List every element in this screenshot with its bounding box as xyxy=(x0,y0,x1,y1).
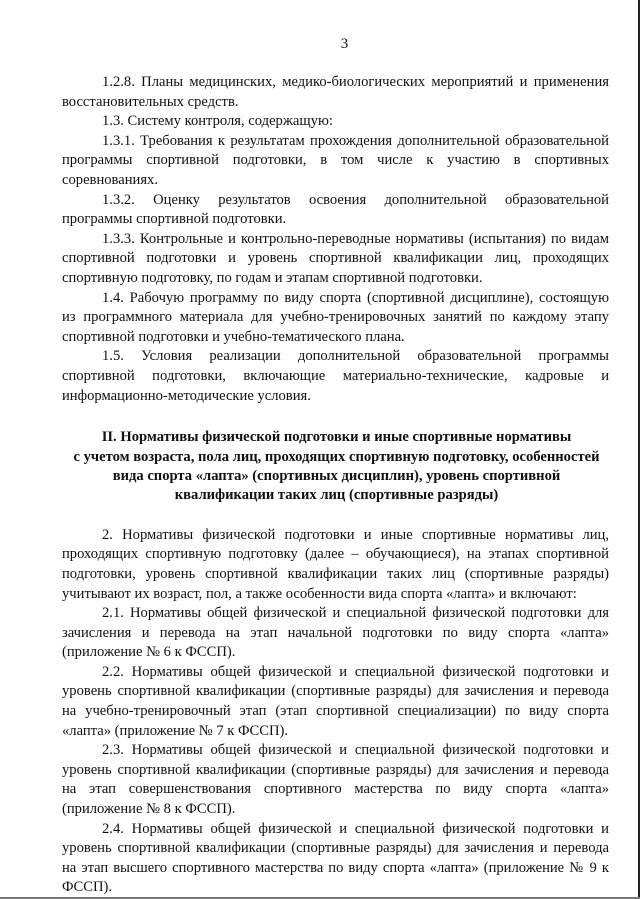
page-number: 3 xyxy=(340,36,349,52)
paragraph-1-2-8: 1.2.8. Планы медицинских, медико-биологических мероприятий и применения восстановительных средств. xyxy=(62,74,609,110)
paragraph-2-1: 2.1. Нормативы общей физической и специальной физической подготовки для зачисления и перевода на этап начальной подготовки по виду спорта «лапта» (приложение № 6 к ФССП). xyxy=(62,605,609,661)
section-2-heading xyxy=(62,428,609,506)
paragraph-1-3-2: 1.3.2. Оценку результатов освоения дополнительной образовательной программы спортивной подготовки. xyxy=(62,191,609,228)
paragraph-2: 2. Нормативы физической подготовки и иные спортивные нормативы лиц, проходящих спортивную подготовку (далее – обучающиеся), на этапах спортивной подготовки, уровень спортивной квалификации таких лиц (спортивные разряды) учитывают их возраст, пол, а также особенности вида спорта «лапта» и включают: xyxy=(62,526,609,602)
paragraph-1-4: 1.4. Рабочую программу по виду спорта (спортивной дисциплине), состоящую из программного материала для учебно-тренировочных занятий по каждому этапу спортивной подготовки и учебно-тематического плана. xyxy=(62,289,609,345)
section-2-body xyxy=(62,526,609,898)
heading-line: квалификации таких лиц (спортивные разряды) xyxy=(174,487,499,504)
paragraph-1-3: 1.3. Систему контроля, содержащую: xyxy=(102,113,333,130)
heading-line: вида спорта «лапта» (спортивных дисциплин), уровень спортивной xyxy=(112,467,561,484)
paragraph-2-3: 2.3. Нормативы общей физической и специальной физической подготовки и уровень спортивной квалификации (спортивные разряды) для зачисления и перевода на этап совершенствования спортивного мастерства по виду спорта «лапта» (приложение № 8 к ФССП). xyxy=(62,742,609,818)
section-1-body xyxy=(62,73,609,406)
paragraph-1-3-1: 1.3.1. Требования к результатам прохождения дополнительной образовательной программы спортивной подготовки, в том числе к участию в спортивных соревнованиях. xyxy=(62,132,609,188)
paragraph-2-2: 2.2. Нормативы общей физической и специальной физической подготовки и уровень спортивной квалификации (спортивные разряды) для зачисления и перевода на учебно-тренировочный этап (этап спортивной специализации) по виду спорта «лапта» (приложение № 7 к ФССП). xyxy=(62,663,609,739)
paragraph-2-4: 2.4. Нормативы общей физической и специальной физической подготовки и уровень спортивной квалификации (спортивные разряды) для зачисления и перевода на этап высшего спортивного мастерства по виду спорта «лапта» (приложение № 9 к ФССП). xyxy=(62,820,609,896)
paragraph-1-5: 1.5. Условия реализации дополнительной образовательной программы спортивной подготовки, включающие материально-технические, кадровые и информационно-методические условия. xyxy=(62,348,609,404)
paragraph-1-3-3: 1.3.3. Контрольные и контрольно-переводные нормативы (испытания) по видам спортивной подготовки и уровень спортивной квалификации лиц, проходящих спортивную подготовку, по годам и этапам спортивной подготовки. xyxy=(62,230,609,286)
heading-line: II. Нормативы физической подготовки и иные спортивные нормативы xyxy=(101,429,572,446)
heading-line: с учетом возраста, пола лиц, проходящих спортивную подготовку, особенностей xyxy=(73,448,600,465)
